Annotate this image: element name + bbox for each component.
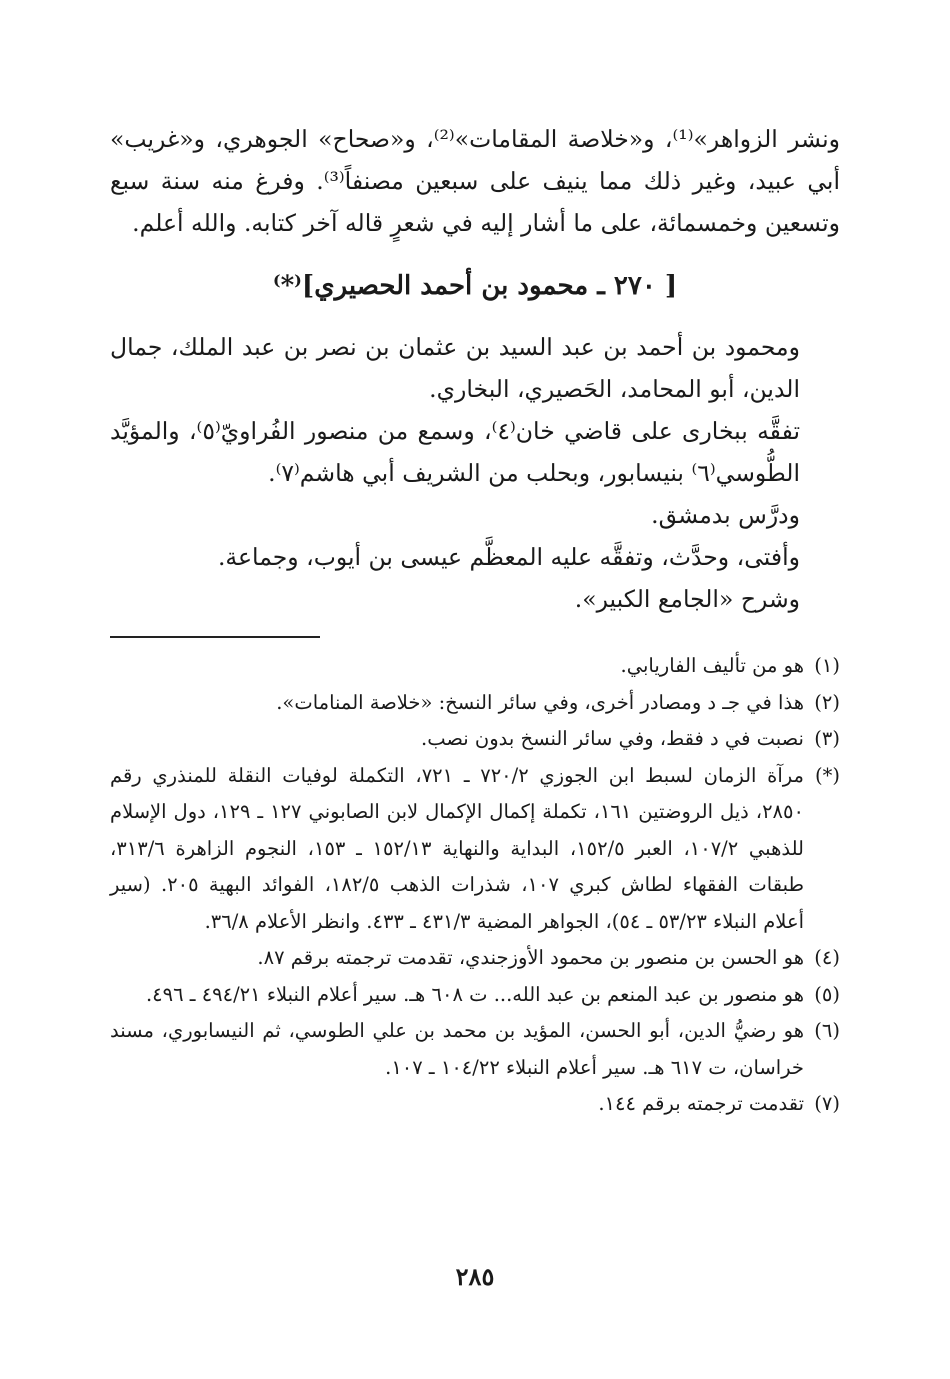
footnote-marker: (١) [814, 654, 840, 677]
footnote [110, 721, 840, 758]
footnote-marker: (*) [815, 763, 840, 787]
entry-paragraph-lineage: ومحمود بن أحمد بن عبد السيد بن عثمان بن نصر بن عبد الملك، جمال الدين، أبو المحامد، الحَصيري، البخاري. [110, 333, 800, 403]
entry-heading: [ ٢٧٠ ـ محمود بن أحمد الحصيري]⁽*⁾ [272, 271, 678, 301]
footnote-marker: (٢) [814, 690, 840, 714]
entry-paragraph-fatwa: وأفتى، وحدَّث، وتفقَّه عليه المعظَّم عيسى بن أيوب، وجماعة. [217, 543, 800, 571]
footnote-text: هذا في جـ د ومصادر أخرى، وفي سائر النسخ: «خلاصة المنامات». [276, 690, 804, 714]
paragraph-continuation: ونشر الزواهر»⁽¹⁾، و«خلاصة المقامات»⁽²⁾، و«صحاح» الجوهري، و«غريب» أبي عبيد، وغير ذلك مما ينيف على سبعين مصنفاً⁽³⁾. وفرغ منه سنة سبع وتسعين وخمسمائة، على ما أشار إليه في شعرٍ قاله آخر كتابه. والله أعلم. [110, 125, 840, 237]
footnote-text: هو منصور بن عبد المنعم بن عبد الله... ت ٦٠٨ هـ. سير أعلام النبلاء ٤٩٤/٢١ ـ ٤٩٦. [145, 982, 804, 1006]
footnote-marker: (٥) [814, 982, 840, 1006]
main-text [110, 118, 840, 620]
footnote-marker: (٧) [814, 1092, 840, 1115]
entry-paragraph-teaching: ودرَّس بدمشق. [651, 501, 800, 529]
footnotes [110, 648, 840, 1123]
footnote [110, 1013, 840, 1086]
footnote-marker: (٣) [814, 727, 840, 750]
footnote-marker: (٦) [814, 1019, 840, 1042]
footnote-sources [110, 758, 840, 941]
footnote [110, 977, 840, 1014]
footnote [110, 1086, 840, 1123]
footnote-text: هو رضيُّ الدين، أبو الحسن، المؤيد بن محمد بن علي الطوسي، ثم النيسابوري، مسند خراسان، ت ٦١٧ هـ. سير أعلام النبلاء ١٠٤/٢٢ ـ ١٠٧. [110, 1019, 804, 1079]
footnote [110, 685, 840, 722]
footnote-text: هو من تأليف الفاريابي. [620, 654, 804, 677]
page-content [110, 118, 840, 1123]
entry-paragraph-study: تفقَّه ببخارى على قاضي خان⁽٤⁾، وسمع من منصور الفُراويّ⁽٥⁾، والمؤيَّد الطُّوسي⁽٦⁾ بنيسابور، وبحلب من الشريف أبي هاشم⁽٧⁾. [110, 417, 800, 487]
footnote [110, 648, 840, 685]
footnote-text: هو الحسن بن منصور بن محمود الأوزجندي، تقدمت ترجمته برقم ٨٧. [257, 946, 804, 969]
footnote-text: مرآة الزمان لسبط ابن الجوزي ٧٢٠/٢ ـ ٧٢١، التكملة لوفيات النقلة للمنذري رقم ٢٨٥٠، ذيل الروضتين ١٦١، تكملة إكمال الإكمال لابن الصابوني ١٢٧ ـ ١٢٩، دول الإسلام للذهبي ١٠٧/٢، العبر ١٥٢/٥، البداية والنهاية ١٥٢/١٣ ـ ١٥٣، النجوم الزاهرة ٣١٣/٦، طبقات الفقهاء لطاش كبري ١٠٧، شذرات الذهب ١٨٢/٥، الفوائد البهية ٢٠٥. (سير أعلام النبلاء ٥٣/٢٣ ـ ٥٤)، الجواهر المضية ٤٣١/٣ ـ ٤٣٣. وانظر الأعلام ٣٦/٨. [110, 763, 804, 933]
footnote-separator [110, 636, 320, 638]
entry-paragraph-commentary: وشرح «الجامع الكبير». [574, 585, 800, 613]
footnote-marker: (٤) [814, 946, 840, 969]
footnote-text: تقدمت ترجمته برقم ١٤٤. [598, 1092, 804, 1115]
page-number: ٢٨٥ [455, 1262, 495, 1291]
footnote [110, 940, 840, 977]
footnote-text: نصبت في د فقط، وفي سائر النسخ بدون نصب. [421, 727, 804, 750]
